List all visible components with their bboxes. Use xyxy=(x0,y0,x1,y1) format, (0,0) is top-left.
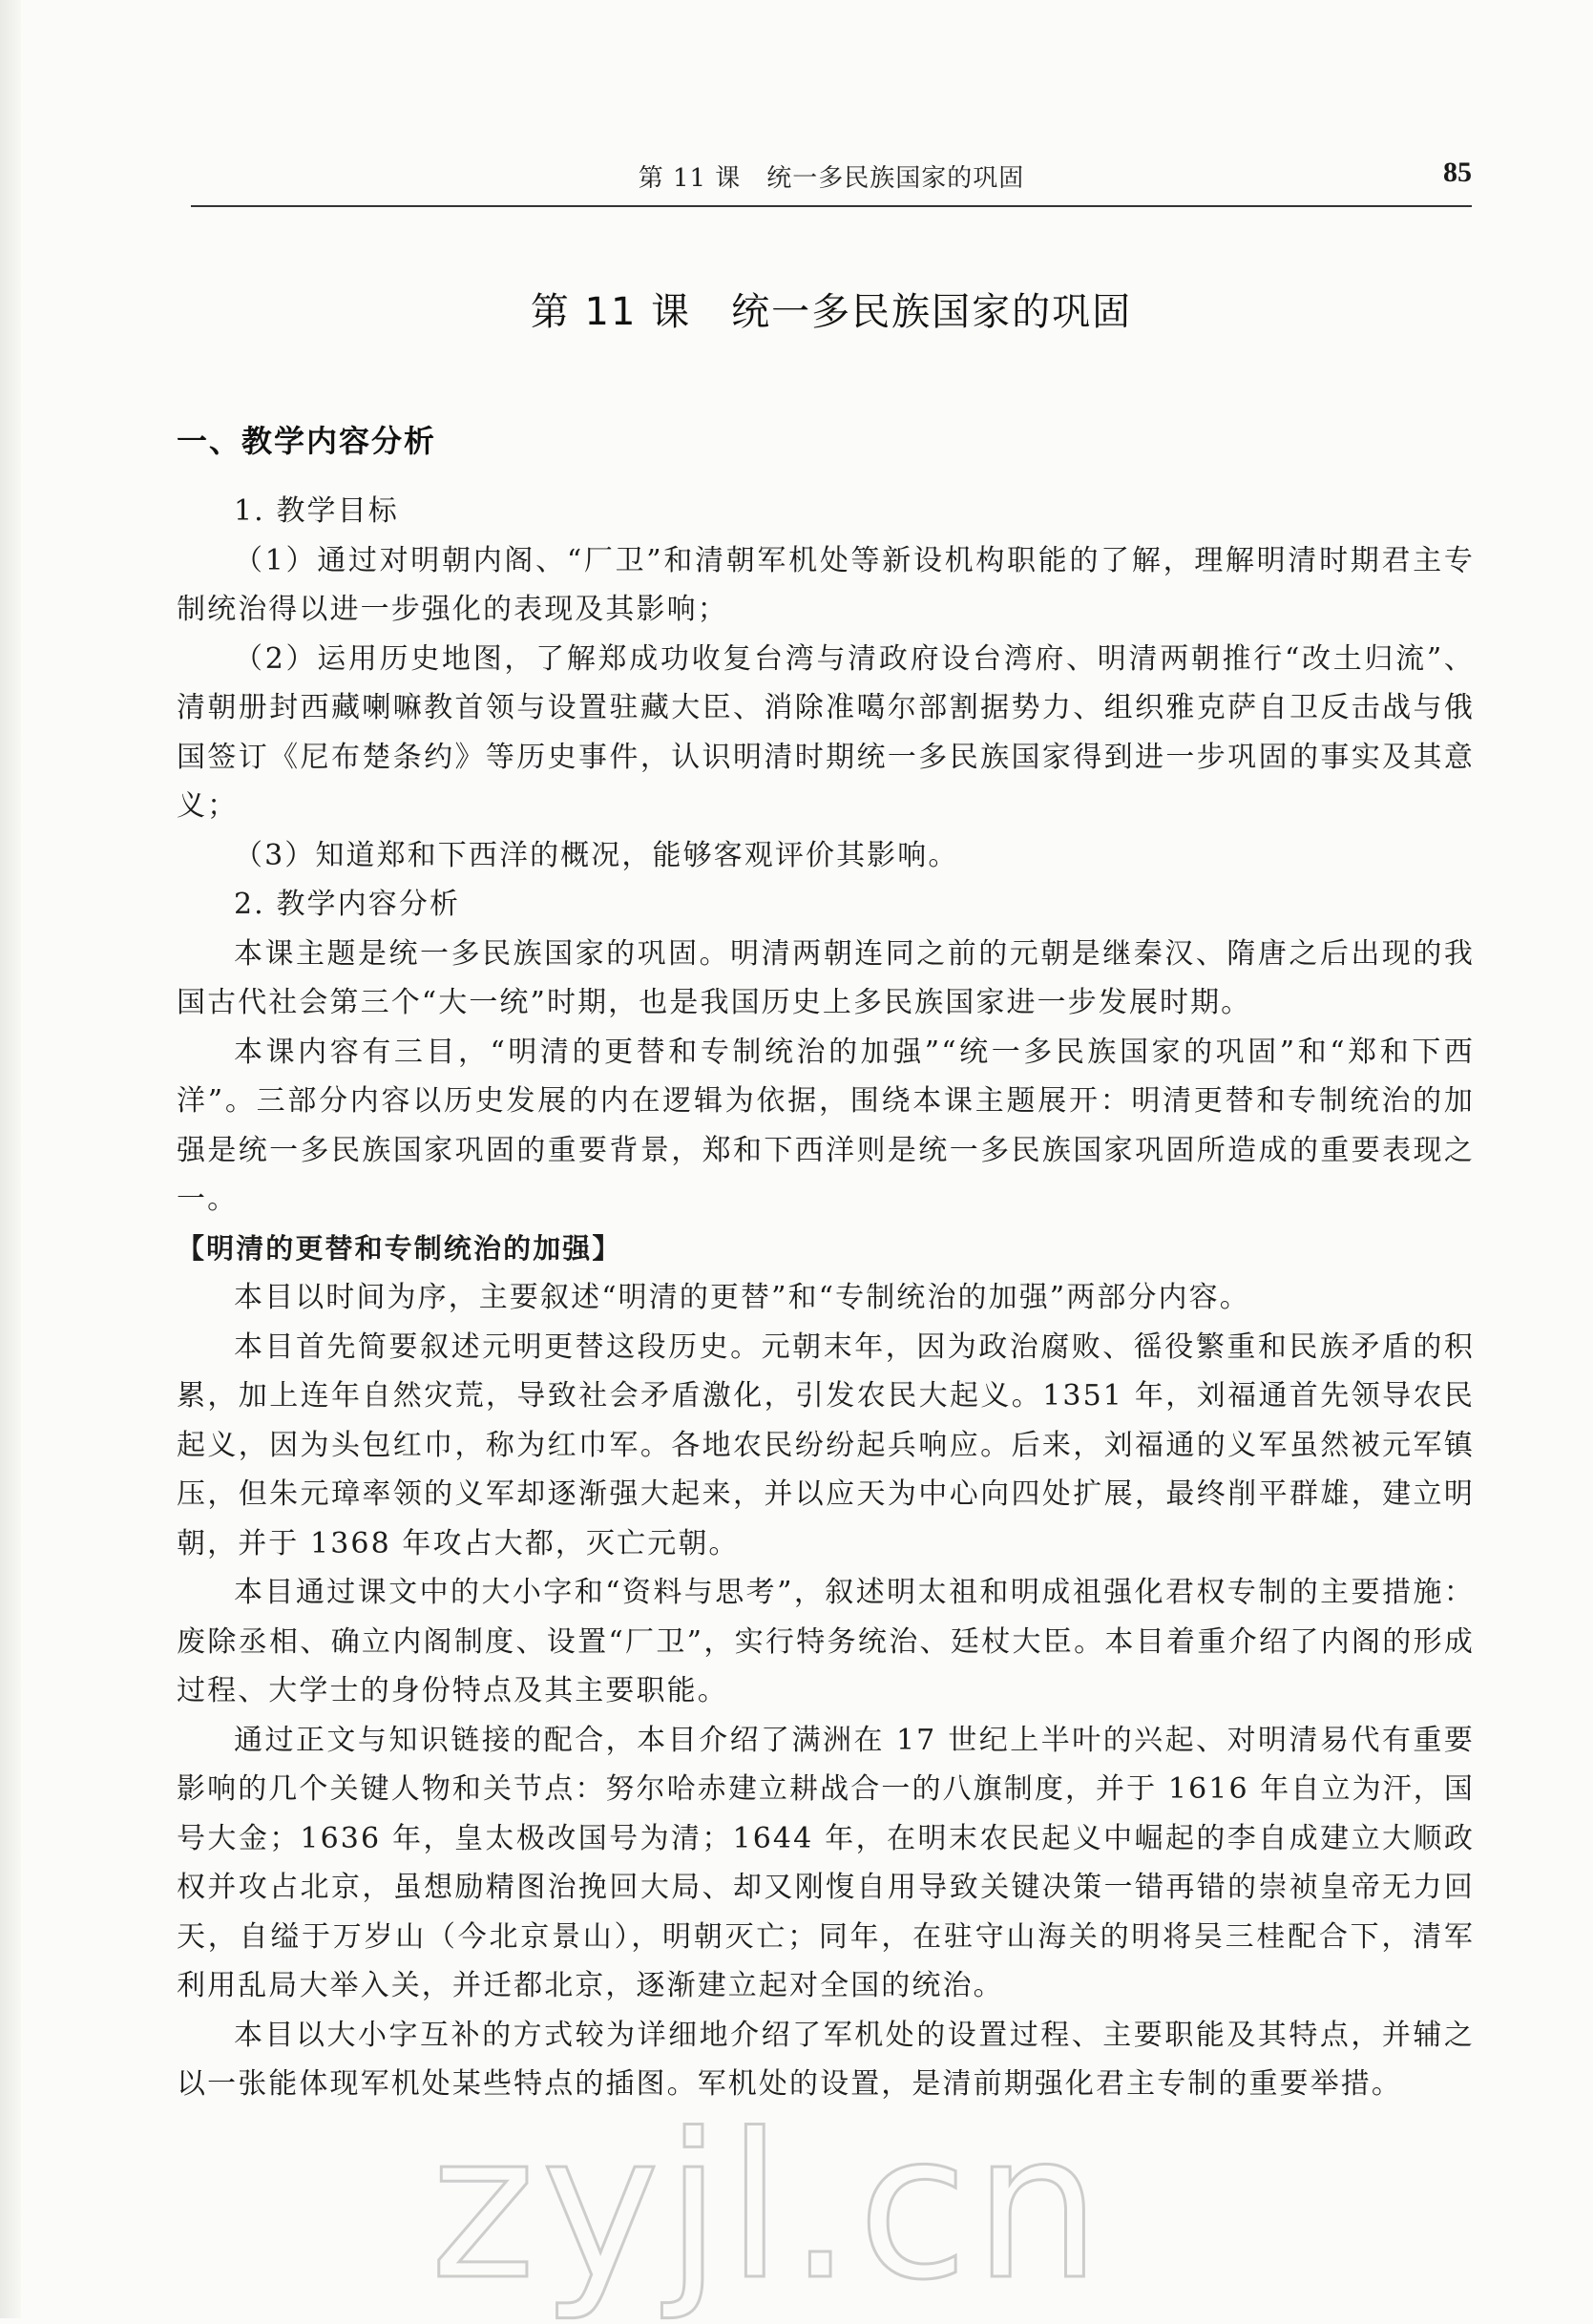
paragraph: 本目以时间为序，主要叙述“明清的更替”和“专制统治的加强”两部分内容。 xyxy=(234,1281,1250,1314)
goal-item-3: （3）知道郑和下西洋的概况，能够客观评价其影响。 xyxy=(234,838,959,872)
running-title: 第 11 课 统一多民族国家的巩固 xyxy=(638,164,1025,193)
paragraph: 本目以大小字互补的方式较为详细地介绍了军机处的设置过程、主要职能及其特点，并辅之以一张能体现军机处某些特点的插图。军机处的设置，是清前期强化君主专制的重要举措。 xyxy=(177,2018,1475,2101)
goal-item-1: （1）通过对明朝内阁、“厂卫”和清朝军机处等新设机构职能的了解，理解明清时期君主专制统治得以进一步强化的表现及其影响； xyxy=(177,543,1475,626)
bracket-heading: 【明清的更替和专制统治的加强】 xyxy=(177,1231,622,1265)
header-rule xyxy=(191,205,1472,207)
section-heading: 一、教学内容分析 xyxy=(177,423,437,459)
paragraph: 通过正文与知识链接的配合，本目介绍了满洲在 17 世纪上半叶的兴起、对明清易代有重要影响的几个关键人物和关节点：努尔哈赤建立耕战合一的八旗制度，并于 1616 年自立为汗，国号大金；1636 年，皇太极改国号为清；1644 年，在明末农民起义中崛起的李自成建立大顺政权并攻占北京，虽想励精图治挽回大局、却又刚愎自用导致关键决策一错再错的崇祯皇帝无力回天，自缢于万岁山（今北京景山），明朝灭亡；同年，在驻守山海关的明将吴三桂配合下，清军利用乱局大举入关，并迁都北京，逐渐建立起对全国的统治。 xyxy=(177,1723,1475,2002)
paragraph: 本课内容有三目，“明清的更替和专制统治的加强”“统一多民族国家的巩固”和“郑和下西洋”。三部分内容以历史发展的内在逻辑为依据，围绕本课主题展开：明清更替和专制统治的加强是统一多民族国家巩固的重要背景，郑和下西洋则是统一多民族国家巩固所造成的重要表现之一。 xyxy=(177,1035,1475,1216)
page-number: 85 xyxy=(1443,157,1472,188)
paragraph: 本目首先简要叙述元明更替这段历史。元朝末年，因为政治腐败、徭役繁重和民族矛盾的积累，加上连年自然灾荒，导致社会矛盾激化，引发农民大起义。1351 年，刘福通首先领导农民起义，因为头包红巾，称为红巾军。各地农民纷纷起兵响应。后来，刘福通的义军虽然被元军镇压，但朱元璋率领的义军却逐渐强大起来，并以应天为中心向四处扩展，最终削平群雄，建立明朝，并于 1368 年攻占大都，灭亡元朝。 xyxy=(177,1329,1475,1560)
paragraph: 本目通过课文中的大小字和“资料与思考”，叙述明太祖和明成祖强化君权专制的主要措施：废除丞相、确立内阁制度、设置“厂卫”，实行特务统治、廷杖大臣。本目着重介绍了内阁的形成过程、大学士的身份特点及其主要职能。 xyxy=(177,1576,1475,1707)
running-header xyxy=(191,153,1472,200)
goal-item-2: （2）运用历史地图，了解郑成功收复台湾与清政府设台湾府、明清两朝推行“改土归流”、清朝册封西藏喇嘛教首领与设置驻藏大臣、消除准噶尔部割据势力、组织雅克萨自卫反击战与俄国签订《尼布楚条约》等历史事件，认识明清时期统一多民族国家得到进一步巩固的事实及其意义； xyxy=(177,641,1475,823)
page-binding-edge xyxy=(0,0,21,2318)
subheading-content-analysis: 2. 教学内容分析 xyxy=(234,888,461,921)
paragraph: 本课主题是统一多民族国家的巩固。明清两朝连同之前的元朝是继秦汉、隋唐之后出现的我国古代社会第三个“大一统”时期，也是我国历史上多民族国家进一步发展时期。 xyxy=(177,936,1475,1019)
subheading-teaching-goals: 1. 教学目标 xyxy=(234,494,399,528)
watermark: zyjl.cn xyxy=(430,2090,1107,2324)
chapter-title: 第 11 课 统一多民族国家的巩固 xyxy=(530,290,1133,334)
body-text xyxy=(177,487,1475,2109)
